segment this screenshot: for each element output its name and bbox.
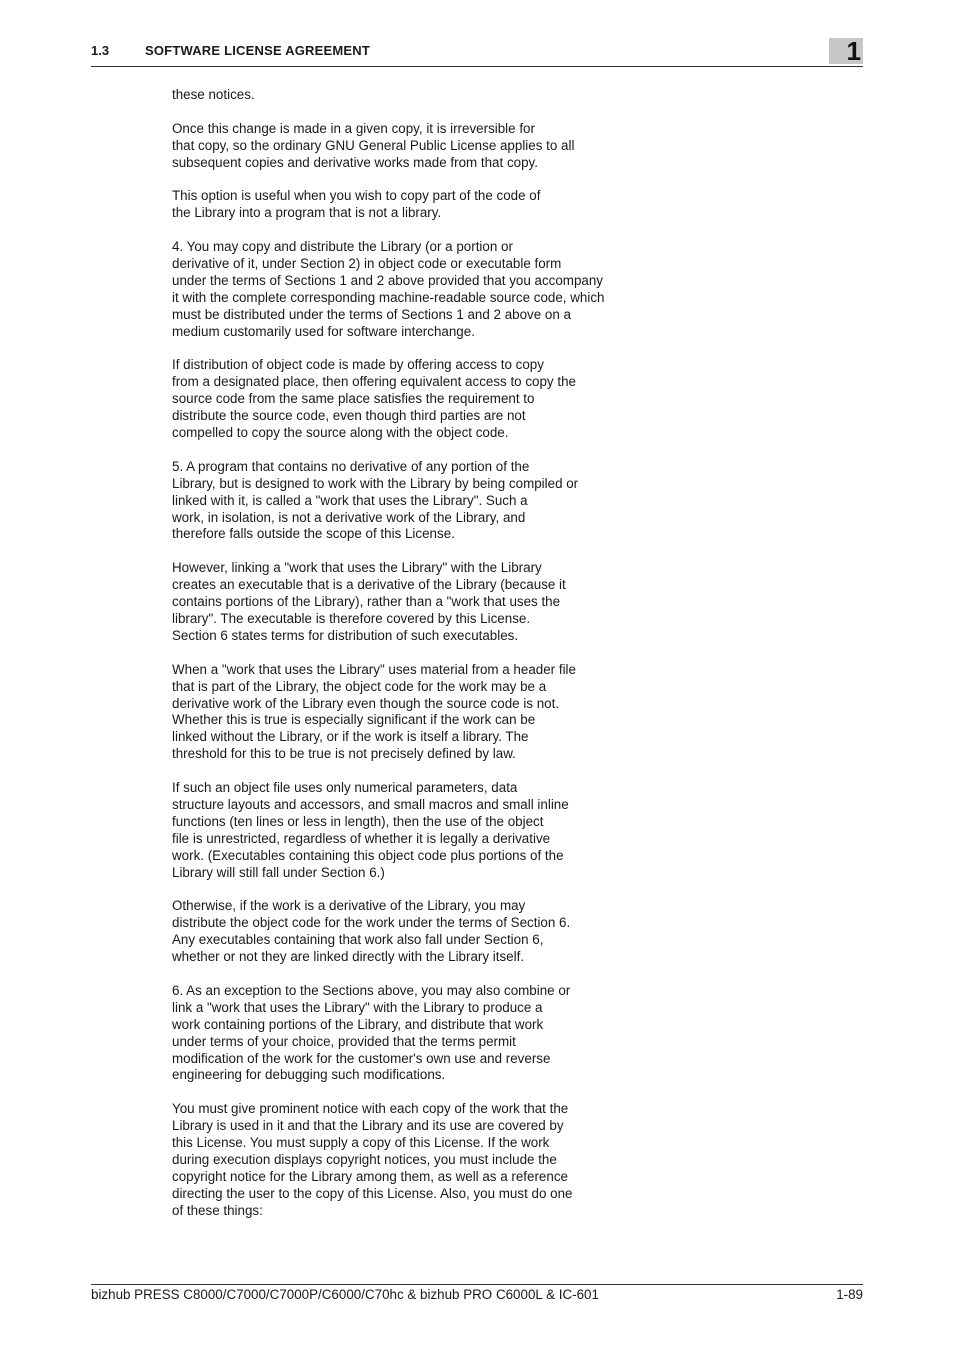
- paragraph: However, linking a "work that uses the Library" with the Library creates an executable that is a derivative of the Library (because it contains portions of the Library), rather than a "work that uses the library". The executable is therefore covered by this License. Section 6 states terms for distribution of such executables.: [172, 560, 566, 643]
- chapter-number: 1: [846, 36, 861, 66]
- paragraph: This option is useful when you wish to copy part of the code of the Library into a program that is not a library.: [172, 188, 541, 221]
- paragraph: If such an object file uses only numerical parameters, data structure layouts and accessors, and small macros and small inline functions (ten lines or less in length), then the use of the object file is unrestricted, regardless of whether it is legally a derivative work. (Executables containing this object code plus portions of the Library will still fall under Section 6.): [172, 780, 569, 880]
- paragraph: 5. A program that contains no derivative of any portion of the Library, but is designed to work with the Library by being compiled or linked with it, is called a "work that uses the Library". Such a work, in isolation, is not a derivative work of the Library, and therefore falls outside the scope of this License.: [172, 458, 579, 542]
- paragraph: You must give prominent notice with each copy of the work that the Library is used in it and that the Library and its use are covered by this License. You must supply a copy of this License. If the work during execution displays copyright notices, you must include the copyright notice for the Library among them, as well as a reference directing the user to the copy of this License. Also, you must do one of these things:: [172, 1101, 573, 1218]
- page-number: 1-89: [836, 1287, 863, 1302]
- paragraph: Otherwise, if the work is a derivative of the Library, you may distribute the object code for the work under the terms of Section 6. Any executables containing that work also fall under Section 6, whether or not they are linked directly with the Library itself.: [172, 898, 571, 965]
- license-text: [172, 87, 662, 1236]
- paragraph: When a "work that uses the Library" uses material from a header file that is part of the Library, the object code for the work may be a derivative work of the Library even though the source code is not. Whether this is true is especially significant if the work can be linked without the Library, or if the work is itself a library. The threshold for this to be true is not precisely defined by law.: [172, 661, 576, 762]
- paragraph: Once this change is made in a given copy, it is irreversible for that copy, so the ordinary GNU General Public License applies to all subsequent copies and derivative works made from that copy.: [172, 120, 575, 170]
- paragraph: 4. You may copy and distribute the Library (or a portion or derivative of it, under Section 2) in object code or executable form under the terms of Sections 1 and 2 above provided that you accompany it with the complete corresponding machine-readable source code, which must be distributed under the terms of Sections 1 and 2 above on a medium customarily used for software interchange.: [172, 239, 605, 339]
- paragraph: these notices.: [172, 87, 255, 102]
- page-footer: [91, 1284, 863, 1309]
- paragraph: 6. As an exception to the Sections above, you may also combine or link a "work that uses the Library" with the Library to produce a work containing portions of the Library, and distribute that work under terms of your choice, provided that the terms permit modification of the work for the customer's own use and reverse engineering for debugging such modifications.: [172, 982, 571, 1083]
- section-number: 1.3: [91, 43, 110, 58]
- paragraph: If distribution of object code is made by offering access to copy from a designated place, then offering equivalent access to copy the source code from the same place satisfies the requirement to distribute the source code, even though third parties are not compelled to copy the source along with the object code.: [172, 357, 576, 441]
- section-title: SOFTWARE LICENSE AGREEMENT: [145, 43, 371, 58]
- page-header: [91, 36, 863, 67]
- product-name: bizhub PRESS C8000/C7000/C7000P/C6000/C70hc & bizhub PRO C6000L & IC-601: [91, 1287, 599, 1302]
